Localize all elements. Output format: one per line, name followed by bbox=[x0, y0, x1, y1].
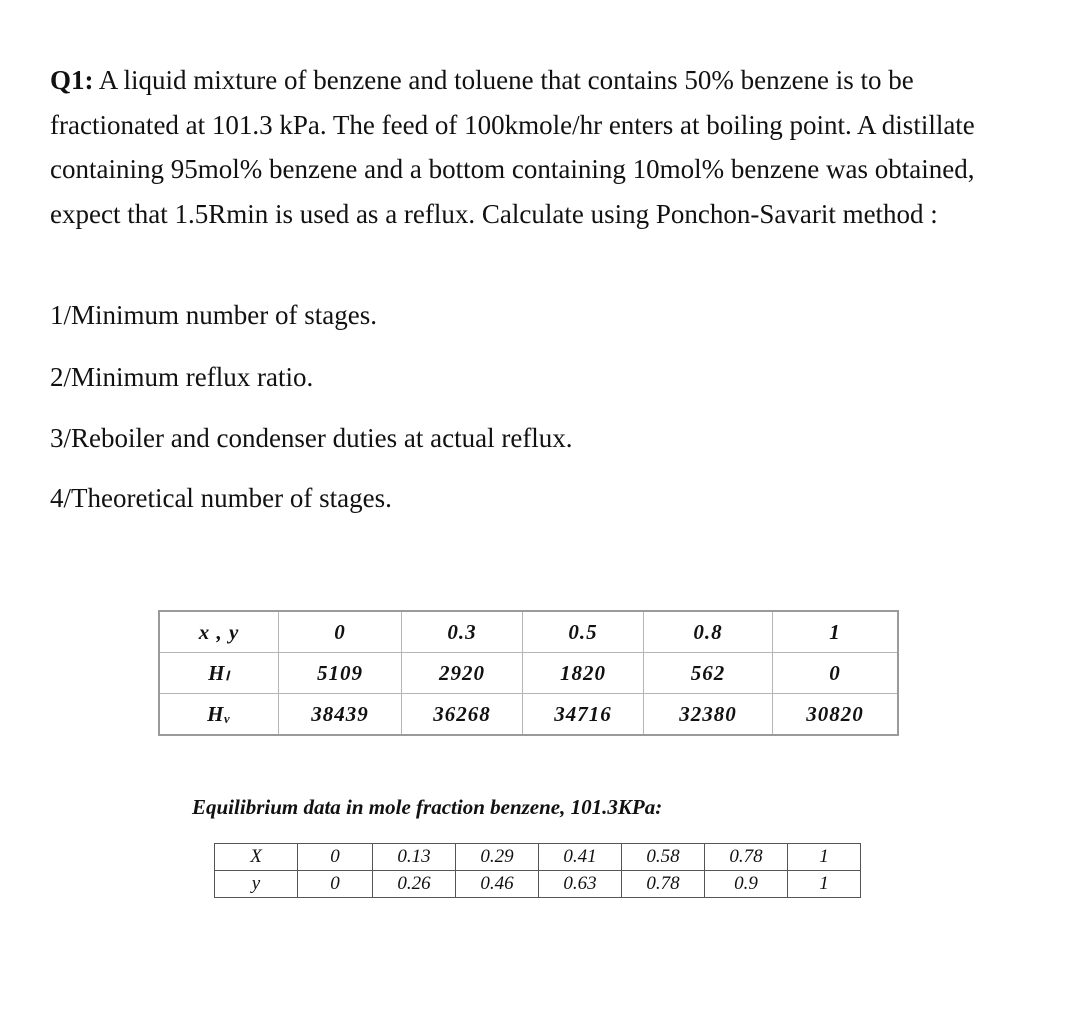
row-header-hl: Hₗ bbox=[159, 653, 279, 694]
table-cell: 0.29 bbox=[456, 844, 539, 871]
equilibrium-caption: Equilibrium data in mole fraction benzene, 101.3KPa: bbox=[192, 795, 663, 819]
table-cell: 34716 bbox=[523, 694, 644, 736]
row-header-y: y bbox=[215, 871, 298, 898]
table-cell: 1 bbox=[773, 611, 899, 653]
table-cell: 38439 bbox=[279, 694, 402, 736]
table-row bbox=[215, 844, 861, 871]
table-cell: 1820 bbox=[523, 653, 644, 694]
row-header-hv: Hᵥ bbox=[159, 694, 279, 736]
table-cell: 0.9 bbox=[705, 871, 788, 898]
table-row bbox=[159, 611, 898, 653]
table-cell: 0.5 bbox=[523, 611, 644, 653]
question-paragraph bbox=[50, 58, 1040, 236]
table-row bbox=[159, 694, 898, 736]
question-text: A liquid mixture of benzene and toluene that contains 50% benzene is to be fractionated at 101.3 kPa. The feed of 100kmole/hr enters at boiling point. A distillate containing 95mol% benzene and a bottom containing 10mol% benzene was obtained, expect that 1.5Rmin is used as a reflux. Calculate using Ponchon-Savarit method : bbox=[50, 65, 975, 229]
row-header-xy: x , y bbox=[159, 611, 279, 653]
equilibrium-table bbox=[214, 843, 861, 898]
table-cell: 1 bbox=[788, 871, 861, 898]
question-label: Q1: bbox=[50, 65, 94, 95]
table-cell: 0.63 bbox=[539, 871, 622, 898]
task-4: 4/Theoretical number of stages. bbox=[50, 483, 392, 513]
table-cell: 5109 bbox=[279, 653, 402, 694]
task-3: 3/Reboiler and condenser duties at actual reflux. bbox=[50, 423, 573, 453]
table-cell: 0.3 bbox=[402, 611, 523, 653]
table-cell: 0 bbox=[298, 871, 373, 898]
table-cell: 0.41 bbox=[539, 844, 622, 871]
table-cell: 32380 bbox=[644, 694, 773, 736]
table-cell: 0.13 bbox=[373, 844, 456, 871]
table-cell: 0.78 bbox=[705, 844, 788, 871]
enthalpy-table bbox=[158, 610, 899, 736]
table-cell: 0.58 bbox=[622, 844, 705, 871]
table-cell: 0.8 bbox=[644, 611, 773, 653]
table-cell: 0 bbox=[279, 611, 402, 653]
table-cell: 0 bbox=[773, 653, 899, 694]
table-cell: 562 bbox=[644, 653, 773, 694]
table-cell: 36268 bbox=[402, 694, 523, 736]
table-row bbox=[215, 871, 861, 898]
table-cell: 0.26 bbox=[373, 871, 456, 898]
table-cell: 0.46 bbox=[456, 871, 539, 898]
table-row bbox=[159, 653, 898, 694]
table-cell: 1 bbox=[788, 844, 861, 871]
task-1: 1/Minimum number of stages. bbox=[50, 300, 377, 330]
row-header-x: X bbox=[215, 844, 298, 871]
task-2: 2/Minimum reflux ratio. bbox=[50, 362, 314, 392]
table-cell: 2920 bbox=[402, 653, 523, 694]
table-cell: 0 bbox=[298, 844, 373, 871]
table-cell: 30820 bbox=[773, 694, 899, 736]
table-cell: 0.78 bbox=[622, 871, 705, 898]
